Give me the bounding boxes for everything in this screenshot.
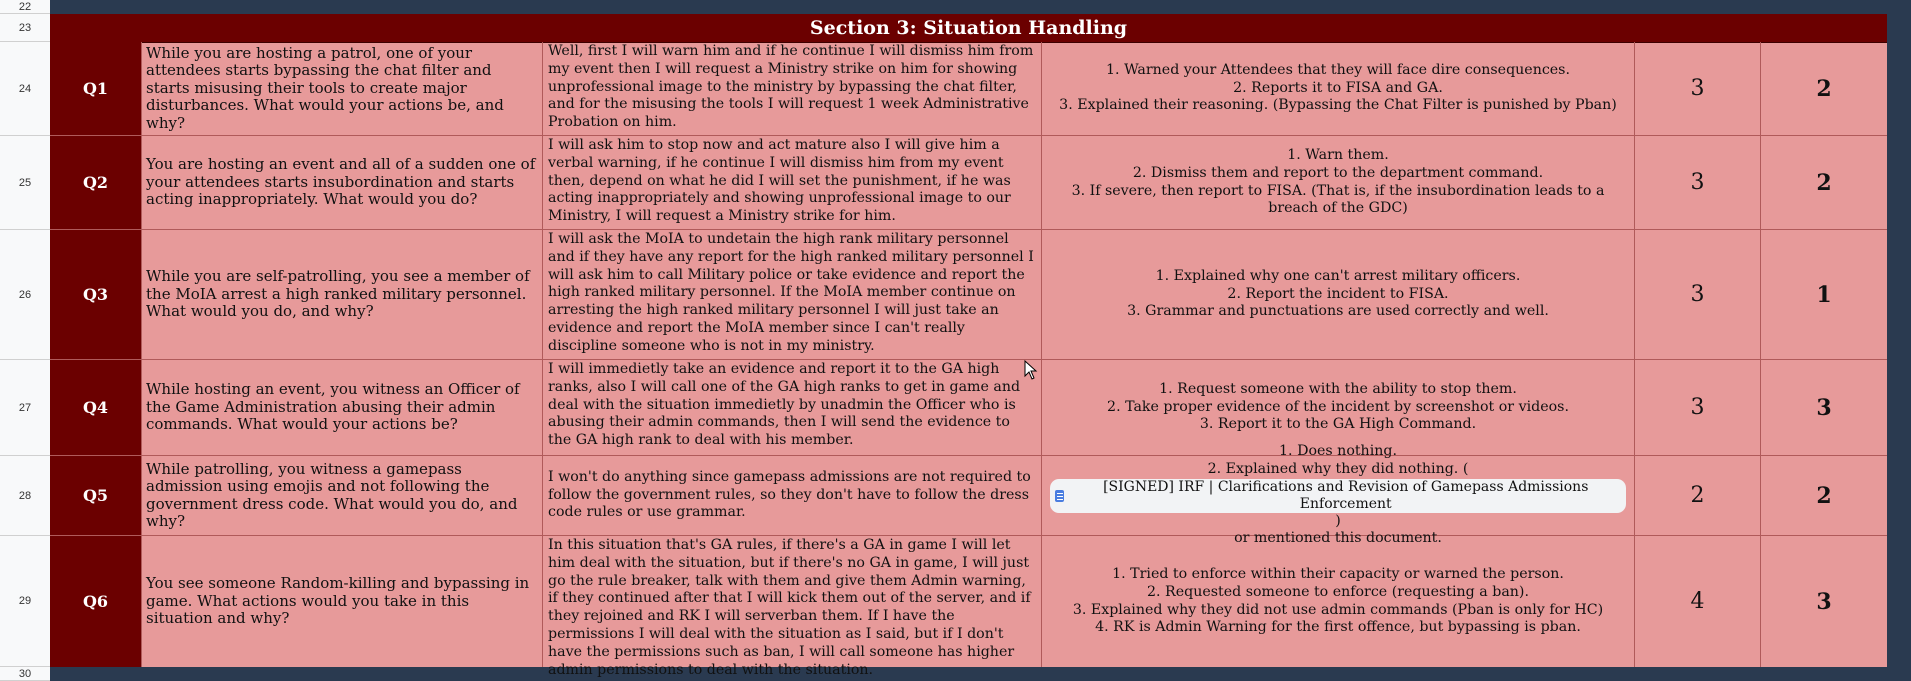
question-number[interactable]: Q6: [50, 536, 142, 667]
row-number-27[interactable]: 27: [0, 360, 50, 456]
answer-text[interactable]: I will ask the MoIA to undetain the high rank military personnel and if they have any report for the high ranked military personnel I will ask him to call Military police or take evidence and report the high ranked military personnel. If the MoIA member continue on arresting the high ranked military personnel I will just take an evidence and report the MoIA member since I can't really discipline someone who is not in my ministry.: [543, 230, 1042, 359]
document-link-chip[interactable]: [SIGNED] IRF | Clarifications and Revision of Gamepass Admissions Enforcement: [1050, 479, 1626, 513]
question-text[interactable]: While you are hosting a patrol, one of your attendees starts bypassing the chat filter and starts misusing their tools to create major disturbances. What would your actions be, and why?: [142, 42, 543, 135]
row-number-30[interactable]: 30: [0, 667, 50, 681]
max-score[interactable]: 3: [1635, 360, 1761, 455]
max-score[interactable]: 3: [1635, 136, 1761, 229]
awarded-score[interactable]: 1: [1816, 281, 1832, 308]
answer-text[interactable]: I will ask him to stop now and act mature also I will give him a verbal warning, if he continue I will dismiss him from my event then, depend on what he did I will set the punishment, if he was acting inappropriately and showing unprofessional image to our Ministry, I will request a Ministry strike for him.: [543, 136, 1042, 229]
row-number-28[interactable]: 28: [0, 456, 50, 536]
table-row-q6: [50, 536, 1887, 678]
awarded-score[interactable]: 2: [1816, 482, 1832, 509]
row-number-gutter: [0, 0, 51, 681]
question-text[interactable]: While patrolling, you witness a gamepass admission using emojis and not following the government dress code. What would you do, and why?: [142, 456, 543, 535]
grading-criteria[interactable]: 1. Explained why one can't arrest military officers. 2. Report the incident to FISA. 3. Grammar and punctuations are used correctly and well.: [1042, 230, 1635, 359]
row-number-26[interactable]: 26: [0, 230, 50, 360]
row-22-band: [50, 0, 1911, 14]
grading-criteria[interactable]: 1. Warn them. 2. Dismiss them and report to the department command. 3. If severe, then report to FISA. (That is, if the insubordination leads to a breach of the GDC): [1042, 136, 1635, 229]
document-icon: [1055, 490, 1064, 502]
answer-text[interactable]: I will immedietly take an evidence and report it to the GA high ranks, also I will call one of the GA high ranks to get in game and deal with the situation immedietly by unadmin the Officer who is abusing their admin commands, then I will send the evidence to the GA high rank to deal with his member.: [543, 360, 1042, 455]
row-number-25[interactable]: 25: [0, 136, 50, 230]
grading-criteria[interactable]: 1. Does nothing. 2. Explained why they did nothing. ( [SIGNED] IRF | Clarifications and Revision of Gamepass Admissions Enforcement ) or mentioned this document.: [1042, 456, 1635, 535]
table-row-q2: [50, 136, 1887, 230]
table-row-q1: [50, 42, 1887, 136]
question-number[interactable]: Q4: [50, 360, 142, 455]
row-number-22[interactable]: 22: [0, 0, 50, 14]
row-number-23[interactable]: 23: [0, 14, 50, 42]
max-score[interactable]: 2: [1635, 456, 1761, 535]
section-3-table: [50, 14, 1887, 678]
table-row-q4: [50, 360, 1887, 456]
question-number[interactable]: Q1: [50, 42, 142, 135]
grading-criteria[interactable]: 1. Warned your Attendees that they will face dire consequences. 2. Reports it to FISA and GA. 3. Explained their reasoning. (Bypassing the Chat Filter is punished by Pban): [1042, 42, 1635, 135]
question-text[interactable]: You are hosting an event and all of a sudden one of your attendees starts insubordination and starts acting inappropriately. What would you do?: [142, 136, 543, 229]
question-text[interactable]: While hosting an event, you witness an Officer of the Game Administration abusing their admin commands. What would your actions be?: [142, 360, 543, 455]
max-score[interactable]: 3: [1635, 230, 1761, 359]
answer-text[interactable]: In this situation that's GA rules, if there's a GA in game I will let him deal with the situation, but if there's no GA in game, I will just go the rule breaker, talk with them and give them Admin warning, if they continued after that I will kick them out of the server, and if they rejoined and RK I will serverban them. If I have the permissions I will deal with the situation as I said, but if I don't have the permissions such as ban, I will call someone has higher admin permissions to deal with the situation.: [543, 536, 1042, 667]
grading-criteria[interactable]: 1. Request someone with the ability to stop them. 2. Take proper evidence of the incident by screenshot or videos. 3. Report it to the GA High Command.: [1042, 360, 1635, 455]
section-title[interactable]: Section 3: Situation Handling: [50, 14, 1887, 43]
awarded-score[interactable]: 3: [1816, 394, 1832, 421]
row-number-29[interactable]: 29: [0, 536, 50, 667]
question-number[interactable]: Q3: [50, 230, 142, 359]
right-margin: [1887, 0, 1911, 681]
awarded-score[interactable]: 2: [1816, 169, 1832, 196]
question-text[interactable]: You see someone Random-killing and bypassing in game. What actions would you take in this situation and why?: [142, 536, 543, 667]
row-30-band: [50, 667, 1911, 681]
mouse-cursor-icon: [1024, 360, 1038, 380]
question-number[interactable]: Q5: [50, 456, 142, 535]
answer-text[interactable]: Well, first I will warn him and if he continue I will dismiss him from my event then I will request a Ministry strike on him for showing unprofessional image to the ministry by bypassing the chat filter, and for the misusing the tools I will request 1 week Administrative Probation on him.: [543, 42, 1042, 135]
question-number[interactable]: Q2: [50, 136, 142, 229]
grading-criteria[interactable]: 1. Tried to enforce within their capacity or warned the person. 2. Requested someone to enforce (requesting a ban). 3. Explained why they did not use admin commands (Pban is only for HC) 4. RK is Admin Warning for the first offence, but bypassing is pban.: [1042, 536, 1635, 667]
table-row-q5: [50, 442, 1887, 547]
max-score[interactable]: 3: [1635, 42, 1761, 135]
answer-text[interactable]: I won't do anything since gamepass admissions are not required to follow the government rules, so they don't have to follow the dress code rules or use grammar.: [543, 456, 1042, 535]
question-text[interactable]: While you are self-patrolling, you see a member of the MoIA arrest a high ranked military personnel. What would you do, and why?: [142, 230, 543, 359]
awarded-score[interactable]: 3: [1816, 588, 1832, 615]
max-score[interactable]: 4: [1635, 536, 1761, 667]
table-row-q3: [50, 230, 1887, 360]
awarded-score[interactable]: 2: [1816, 75, 1832, 102]
row-number-24[interactable]: 24: [0, 42, 50, 136]
